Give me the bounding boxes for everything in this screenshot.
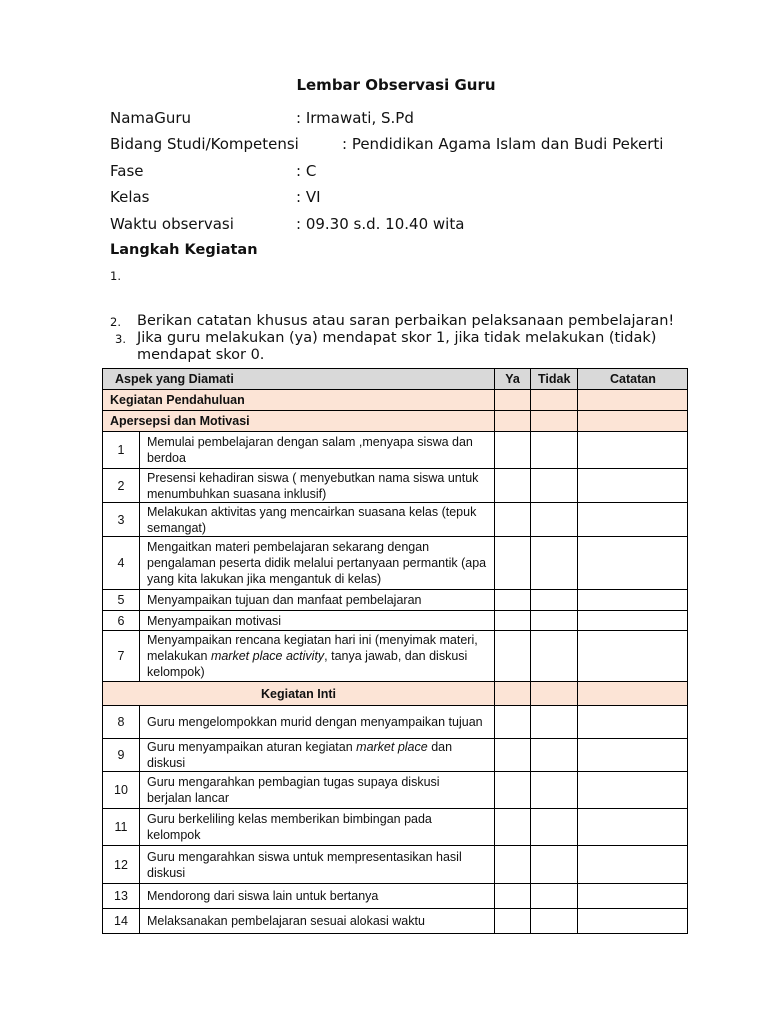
info-value: : VI	[296, 188, 321, 206]
row-text: Mengaitkan materi pembelajaran sekarang dengan pengalaman peserta didik melalui pertanyaan permantik (apa yang kita lakukan jika mengantuk di kelas)	[140, 537, 495, 590]
row-text-italic: market place activity	[210, 649, 325, 663]
row-number: 1	[103, 432, 140, 469]
catatan-cell[interactable]	[578, 432, 688, 469]
row-number: 3	[103, 503, 140, 537]
row-text: Guru berkeliling kelas memberikan bimbingan pada kelompok	[140, 809, 495, 846]
tidak-cell[interactable]	[531, 432, 578, 469]
catatan-cell[interactable]	[578, 590, 688, 611]
item-text: Berikan catatan khusus atau saran perbaikan pelaksanaan pembelajaran!	[137, 313, 675, 329]
header-aspek: Aspek yang Diamati	[103, 369, 495, 390]
item-text: Jika guru melakukan (ya) mendapat skor 1, jika tidak melakukan (tidak) mendapat skor 0.	[137, 330, 657, 363]
ya-cell[interactable]	[495, 432, 531, 469]
row-text: Guru mengarahkan siswa untuk mempresentasikan hasil diskusi	[140, 846, 495, 884]
row-text: Menyampaikan motivasi	[140, 611, 495, 631]
table-row	[103, 739, 688, 772]
row-text-italic: market place	[356, 740, 428, 754]
row-number: 12	[103, 846, 140, 884]
ya-cell[interactable]	[495, 809, 531, 846]
header-tidak: Tidak	[531, 369, 578, 390]
tidak-cell[interactable]	[531, 739, 578, 772]
row-text-part: Guru menyampaikan aturan kegiatan	[147, 740, 357, 754]
row-text: Melakukan aktivitas yang mencairkan suasana kelas (tepuk semangat)	[140, 503, 495, 537]
info-label: Waktu observasi	[110, 215, 234, 233]
info-label: Kelas	[110, 188, 150, 206]
info-value: : Pendidikan Agama Islam dan Budi Pekerti	[342, 135, 664, 153]
row-text	[140, 739, 495, 772]
ya-cell[interactable]	[495, 846, 531, 884]
row-number: 14	[103, 909, 140, 934]
tidak-cell[interactable]	[531, 631, 578, 682]
item-number: 2.	[110, 315, 121, 329]
row-text-part: Menyampaikan rencana kegiatan hari ini (menyimak materi, melakukan	[147, 633, 478, 663]
row-number: 6	[103, 611, 140, 631]
section-label: Kegiatan Inti	[103, 682, 495, 706]
ya-cell[interactable]	[495, 503, 531, 537]
tidak-cell[interactable]	[531, 390, 578, 411]
section-row-apersepsi	[103, 411, 688, 432]
ya-cell[interactable]	[495, 739, 531, 772]
ya-cell[interactable]	[495, 390, 531, 411]
row-text: Memulai pembelajaran dengan salam ,menyapa siswa dan berdoa	[140, 432, 495, 469]
row-number: 4	[103, 537, 140, 590]
row-text	[140, 631, 495, 682]
ya-cell[interactable]	[495, 611, 531, 631]
tidak-cell[interactable]	[531, 590, 578, 611]
ya-cell[interactable]	[495, 682, 531, 706]
section-label: Kegiatan Pendahuluan	[103, 390, 495, 411]
tidak-cell[interactable]	[531, 884, 578, 909]
catatan-cell[interactable]	[578, 706, 688, 739]
ya-cell[interactable]	[495, 772, 531, 809]
catatan-cell[interactable]	[578, 631, 688, 682]
tidak-cell[interactable]	[531, 772, 578, 809]
table-row	[103, 590, 688, 611]
tidak-cell[interactable]	[531, 809, 578, 846]
table-row	[103, 611, 688, 631]
tidak-cell[interactable]	[531, 503, 578, 537]
row-text: Presensi kehadiran siswa ( menyebutkan nama siswa untuk menumbuhkan suasana inklusif)	[140, 469, 495, 503]
section-label: Apersepsi dan Motivasi	[103, 411, 495, 432]
row-text: Guru mengelompokkan murid dengan menyampaikan tujuan	[140, 706, 495, 739]
row-number: 8	[103, 706, 140, 739]
table-row	[103, 846, 688, 884]
ya-cell[interactable]	[495, 469, 531, 503]
table-row	[103, 432, 688, 469]
info-label: Bidang Studi/Kompetensi	[110, 135, 299, 153]
info-label: Fase	[110, 162, 144, 180]
table-row	[103, 909, 688, 934]
item-number: 1.	[110, 269, 121, 283]
catatan-cell[interactable]	[578, 846, 688, 884]
tidak-cell[interactable]	[531, 469, 578, 503]
tidak-cell[interactable]	[531, 846, 578, 884]
table-row	[103, 631, 688, 682]
ya-cell[interactable]	[495, 411, 531, 432]
table-header-row	[103, 369, 688, 390]
header-ya: Ya	[495, 369, 531, 390]
row-text-part: , tanya jawab, dan diskusi kelompok)	[147, 649, 468, 679]
catatan-cell[interactable]	[578, 809, 688, 846]
info-label: NamaGuru	[110, 109, 192, 127]
document-title: Lembar Observasi Guru	[296, 76, 496, 94]
tidak-cell[interactable]	[531, 611, 578, 631]
row-number: 7	[103, 631, 140, 682]
table-row	[103, 503, 688, 537]
section-row-inti	[103, 682, 688, 706]
info-value: : 09.30 s.d. 10.40 wita	[296, 215, 465, 233]
catatan-cell[interactable]	[578, 411, 688, 432]
info-value: : Irmawati, S.Pd	[296, 109, 414, 127]
ya-cell[interactable]	[495, 631, 531, 682]
row-number: 9	[103, 739, 140, 772]
tidak-cell[interactable]	[531, 682, 578, 706]
tidak-cell[interactable]	[531, 537, 578, 590]
observation-table	[102, 368, 688, 934]
ya-cell[interactable]	[495, 590, 531, 611]
catatan-cell[interactable]	[578, 611, 688, 631]
section-heading-langkah-kegiatan: Langkah Kegiatan	[110, 242, 258, 258]
catatan-cell[interactable]	[578, 537, 688, 590]
row-number: 5	[103, 590, 140, 611]
row-text: Mendorong dari siswa lain untuk bertanya	[140, 884, 495, 909]
catatan-cell[interactable]	[578, 884, 688, 909]
table-row	[103, 537, 688, 590]
table-row	[103, 469, 688, 503]
catatan-cell[interactable]	[578, 390, 688, 411]
tidak-cell[interactable]	[531, 411, 578, 432]
row-text: Menyampaikan tujuan dan manfaat pembelajaran	[140, 590, 495, 611]
section-row-pendahuluan	[103, 390, 688, 411]
ya-cell[interactable]	[495, 884, 531, 909]
row-number: 13	[103, 884, 140, 909]
table-row	[103, 706, 688, 739]
ya-cell[interactable]	[495, 537, 531, 590]
row-number: 10	[103, 772, 140, 809]
tidak-cell[interactable]	[531, 909, 578, 934]
row-text-part: dan diskusi	[147, 740, 453, 770]
row-text: Guru mengarahkan pembagian tugas supaya diskusi berjalan lancar	[140, 772, 495, 809]
table-row	[103, 809, 688, 846]
row-text: Melaksanakan pembelajaran sesuai alokasi waktu	[140, 909, 495, 934]
tidak-cell[interactable]	[531, 706, 578, 739]
header-catatan: Catatan	[578, 369, 688, 390]
info-value: : C	[296, 162, 317, 180]
catatan-cell[interactable]	[578, 772, 688, 809]
row-number: 11	[103, 809, 140, 846]
item-number: 3.	[115, 332, 126, 346]
catatan-cell[interactable]	[578, 503, 688, 537]
table-row	[103, 772, 688, 809]
catatan-cell[interactable]	[578, 469, 688, 503]
catatan-cell[interactable]	[578, 909, 688, 934]
catatan-cell[interactable]	[578, 682, 688, 706]
row-number: 2	[103, 469, 140, 503]
catatan-cell[interactable]	[578, 739, 688, 772]
table-row	[103, 884, 688, 909]
ya-cell[interactable]	[495, 706, 531, 739]
ya-cell[interactable]	[495, 909, 531, 934]
